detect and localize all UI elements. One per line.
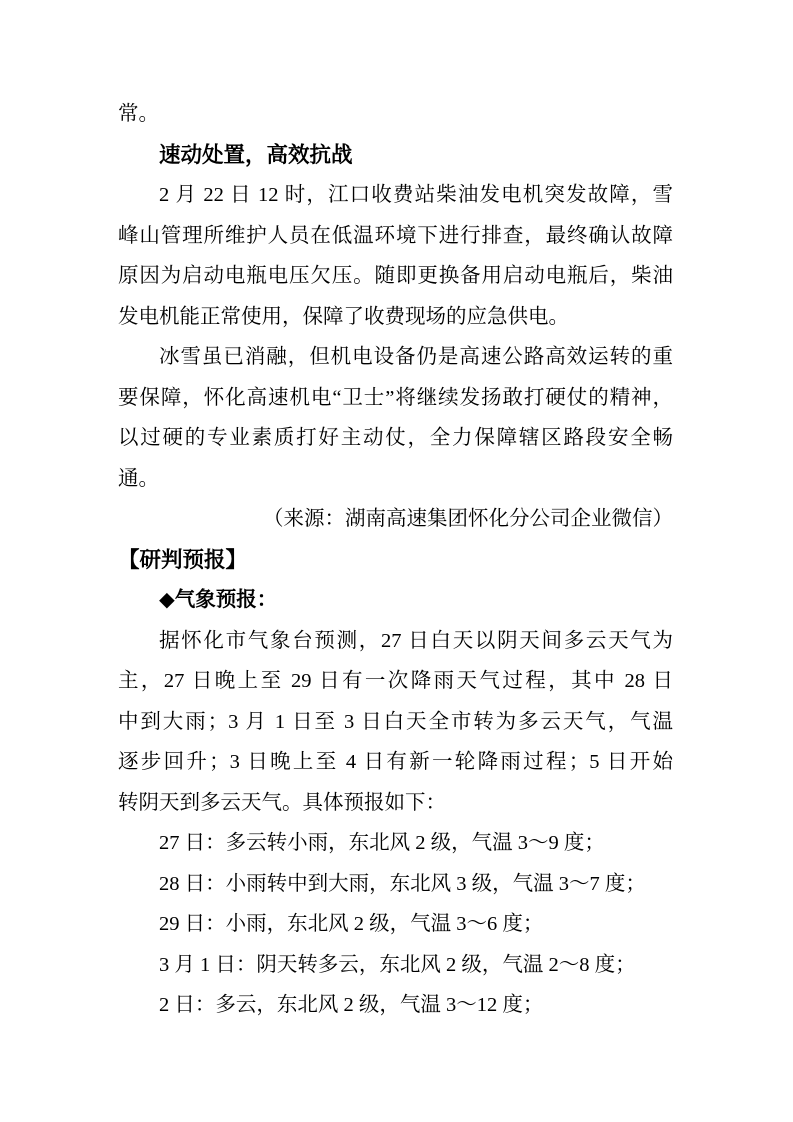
emergency-para1-line: 原因为启动电瓶电压欠压。随即更换备用启动电瓶后，柴油 — [118, 265, 673, 287]
forecast-intro-line: 据怀化市气象台预测，27 日白天以阴天间多云天气为 — [159, 629, 673, 652]
forecast-intro-line: 逐步回升；3 日晚上至 4 日有新一轮降雨过程；5 日开始 — [118, 751, 673, 773]
daily-forecast-item: 29 日：小雨，东北风 2 级，气温 3～6 度； — [159, 913, 544, 935]
forecast-intro-line: 中到大雨；3 月 1 日至 3 日白天全市转为多云天气，气温 — [118, 710, 673, 733]
forecast-section-title: 【研判预报】 — [118, 547, 248, 572]
source-attribution: （来源：湖南高速集团怀化分公司企业微信） — [263, 508, 673, 530]
emergency-para2-line: 通。 — [118, 467, 159, 490]
daily-forecast-item: 3 月 1 日：阴天转多云，东北风 2 级，气温 2～8 度； — [159, 953, 636, 976]
emergency-para1-line: 2 月 22 日 12 时，江口收费站柴油发电机突发故障，雪 — [159, 184, 673, 206]
paragraph-continuation-line: 常。 — [118, 103, 159, 125]
emergency-para2-line: 以过硬的专业素质打好主动仗，全力保障辖区路段安全畅 — [118, 427, 673, 449]
emergency-para1-line: 峰山管理所维护人员在低温环境下进行排查，最终确认故障 — [118, 224, 673, 247]
document-text-block — [118, 94, 673, 1026]
emergency-para2-line: 冰雪虽已消融，但机电设备仍是高速公路高效运转的重 — [159, 346, 673, 368]
daily-forecast-item: 2 日：多云，东北风 2 级，气温 3～12 度； — [159, 994, 544, 1016]
weather-forecast-subheading: ◆气象预报： — [159, 589, 278, 611]
forecast-intro-line: 主，27 日晚上至 29 日有一次降雨天气过程，其中 28 日 — [118, 670, 673, 692]
forecast-intro-line: 转阴天到多云天气。具体预报如下： — [118, 791, 446, 814]
daily-forecast-item: 28 日：小雨转中到大雨，东北风 3 级，气温 3～7 度； — [159, 872, 646, 895]
emergency-section-heading: 速动处置，高效抗战 — [159, 142, 353, 167]
emergency-para1-line: 发电机能正常使用，保障了收费现场的应急供电。 — [118, 305, 569, 328]
emergency-para2-line: 要保障，怀化高速机电“卫士”将继续发扬敢打硬仗的精神， — [118, 386, 673, 409]
daily-forecast-item: 27 日：多云转小雨，东北风 2 级，气温 3～9 度； — [159, 832, 605, 854]
